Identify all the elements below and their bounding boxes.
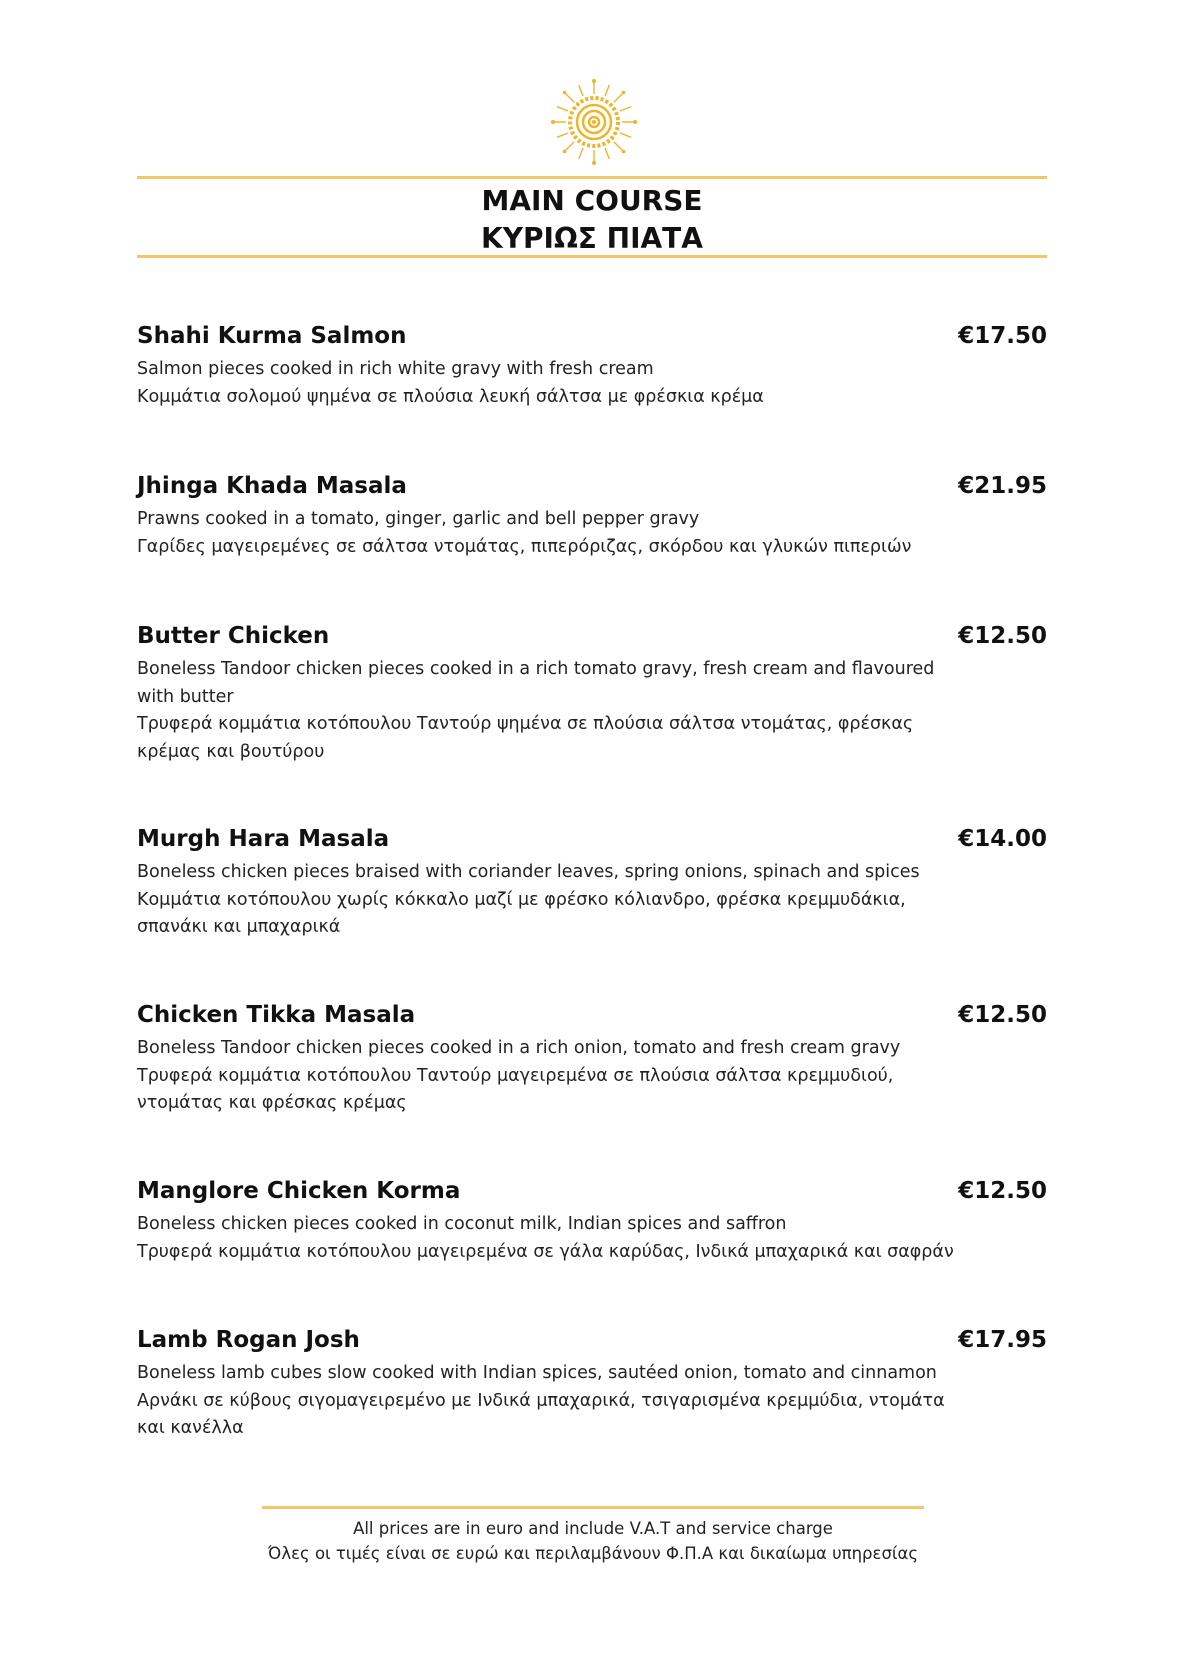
menu-item [137,825,1047,942]
menu-item-price: €12.50 [958,1002,1047,1028]
menu-item-description-greek: Γαρίδες μαγειρεμένες σε σάλτσα ντομάτας, πιπερόριζας, σκόρδου και γλυκών πιπεριών [137,536,912,557]
page-title-greek: ΚΥΡΙΩΣ ΠΙΑΤΑ [481,222,703,255]
header-bottom-divider [137,255,1047,258]
page-title-english: MAIN COURSE [481,184,703,217]
footer-divider [262,1506,924,1509]
menu-item [137,322,1047,411]
menu-item-description-english: Prawns cooked in a tomato, ginger, garlic and bell pepper gravy [137,509,700,529]
menu-item-description-english: Boneless chicken pieces cooked in coconut milk, Indian spices and saffron [137,1214,787,1234]
menu-item-description-english: Salmon pieces cooked in rich white gravy with fresh cream [137,359,654,379]
footer-note [262,1516,924,1566]
menu-item-description-greek: Κομμάτια κοτόπουλου χωρίς κόκκαλο μαζί με φρέσκο κόλιανδρο, φρέσκα κρεμμυδάκια, σπανάκι και μπαχαρικά [137,889,906,937]
menu-item-name: Lamb Rogan Josh [137,1327,360,1353]
page-title [137,182,1047,258]
menu-item-description-english: Boneless chicken pieces braised with coriander leaves, spring onions, spinach and spices [137,862,920,882]
menu-item-name: Butter Chicken [137,623,330,649]
menu-item-description-greek: Τρυφερά κομμάτια κοτόπουλου Ταντούρ μαγειρεμένα σε πλούσια σάλτσα κρεμμυδιού, ντομάτας και φρέσκας κρέμας [137,1065,894,1113]
menu-item-price: €12.50 [958,1178,1047,1204]
menu-item-name: Manglore Chicken Korma [137,1178,461,1204]
footer-note-greek: Όλες οι τιμές είναι σε ευρώ και περιλαμβάνουν Φ.Π.Α και δικαίωμα υπηρεσίας [267,1544,919,1563]
menu-item-description-english: Boneless Tandoor chicken pieces cooked in a rich tomato gravy, fresh cream and flavoured with butter [137,659,935,707]
menu-item-name: Jhinga Khada Masala [137,473,407,499]
menu-item [137,1326,1047,1443]
menu-item [137,472,1047,561]
menu-item [137,622,1047,766]
menu-item-price: €21.95 [958,473,1047,499]
menu-item-price: €17.95 [958,1327,1047,1353]
header-top-divider [137,176,1047,179]
menu-item-name: Chicken Tikka Masala [137,1002,416,1028]
menu-item-name: Murgh Hara Masala [137,826,390,852]
menu-item-name: Shahi Kurma Salmon [137,323,407,349]
menu-item [137,1001,1047,1118]
menu-item-description-greek: Τρυφερά κομμάτια κοτόπουλου μαγειρεμένα σε γάλα καρύδας, Ινδικά μπαχαρικά και σαφράν [137,1241,954,1262]
menu-item-description-english: Boneless lamb cubes slow cooked with Indian spices, sautéed onion, tomato and cinnamon [137,1363,937,1383]
footer-note-english: All prices are in euro and include V.A.T and service charge [353,1519,833,1538]
menu-item [137,1177,1047,1266]
menu-item-price: €17.50 [958,323,1047,349]
mandala-logo-icon [550,78,638,166]
menu-item-description-greek: Τρυφερά κομμάτια κοτόπουλου Ταντούρ ψημένα σε πλούσια σάλτσα ντομάτας, φρέσκας κρέμας και βουτύρου [137,714,914,762]
menu-item-description-greek: Αρνάκι σε κύβους σιγομαγειρεμένο με Ινδικά μπαχαρικά, τσιγαρισμένα κρεμμύδια, ντομάτα και κανέλλα [137,1390,945,1438]
menu-item-description-english: Boneless Tandoor chicken pieces cooked in a rich onion, tomato and fresh cream gravy [137,1038,901,1058]
menu-item-price: €14.00 [958,826,1047,852]
menu-item-description-greek: Κομμάτια σολομού ψημένα σε πλούσια λευκή σάλτσα με φρέσκια κρέμα [137,386,764,407]
menu-item-price: €12.50 [958,623,1047,649]
